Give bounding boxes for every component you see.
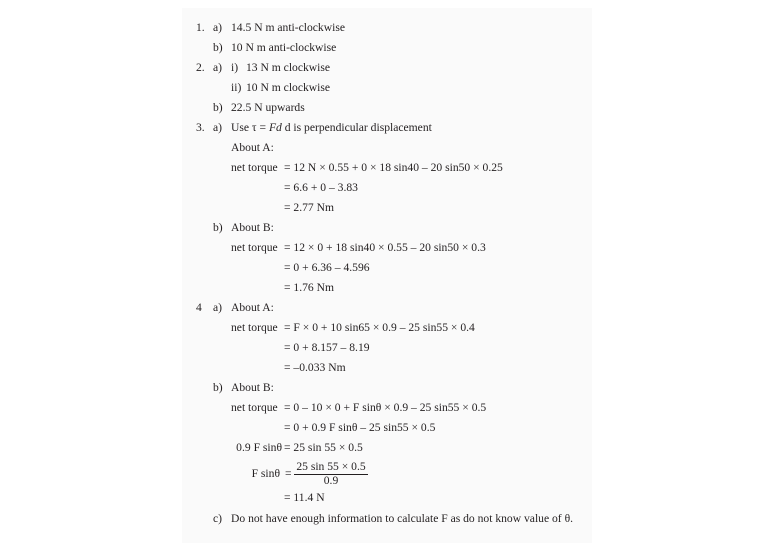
question-4c-label: c) bbox=[213, 512, 223, 525]
question-4a-step-1: = F × 0 + 10 sin65 × 0.9 – 25 sin55 × 0.4 bbox=[284, 321, 475, 334]
question-4a-label: a) bbox=[213, 301, 223, 314]
question-3b-result: = 1.76 Nm bbox=[284, 281, 335, 294]
question-4-number: 4 bbox=[196, 301, 202, 314]
question-4b-step-3-lhs: 0.9 F sinθ bbox=[236, 441, 282, 454]
fraction-numerator: 25 sin 55 × 0.5 bbox=[296, 460, 366, 473]
question-4a-step-2: = 0 + 8.157 – 8.19 bbox=[284, 341, 370, 354]
question-3b-label: b) bbox=[213, 221, 223, 234]
question-1a-answer: 14.5 N m anti-clockwise bbox=[231, 21, 345, 34]
instruction-suffix: d is perpendicular displacement bbox=[281, 121, 432, 134]
question-1-number: 1. bbox=[196, 21, 205, 34]
question-4b-step-3-rhs: = 25 sin 55 × 0.5 bbox=[284, 441, 363, 454]
question-3a-instruction bbox=[231, 121, 432, 135]
question-4b-step-1: = 0 – 10 × 0 + F sinθ × 0.9 – 25 sin55 × 0.5 bbox=[284, 401, 487, 414]
question-3b-about: About B: bbox=[231, 221, 274, 234]
question-4b-label: b) bbox=[213, 381, 223, 394]
instruction-variable: Fd bbox=[268, 121, 282, 134]
question-4b-fraction-equals: = bbox=[285, 467, 292, 480]
instruction-prefix: Use τ = bbox=[231, 121, 269, 134]
question-1a-label: a) bbox=[213, 21, 223, 34]
question-4c-answer: Do not have enough information to calculate F as do not know value of θ. bbox=[231, 512, 574, 525]
question-3a-label: a) bbox=[213, 121, 223, 134]
question-3a-step-2: = 6.6 + 0 – 3.83 bbox=[284, 181, 358, 194]
document-page bbox=[182, 8, 592, 543]
question-2a-ii-answer: 10 N m clockwise bbox=[246, 81, 331, 94]
question-4b-fraction-lhs: F sinθ bbox=[251, 467, 280, 480]
question-4b-about: About B: bbox=[231, 381, 274, 394]
question-4a-lhs: net torque bbox=[231, 321, 278, 334]
question-2a-i-label: i) bbox=[231, 61, 239, 74]
question-2a-i-answer: 13 N m clockwise bbox=[246, 61, 331, 74]
question-1b-label: b) bbox=[213, 41, 223, 54]
question-3a-about: About A: bbox=[231, 141, 274, 154]
question-3b-lhs: net torque bbox=[231, 241, 278, 254]
question-4b-step-2: = 0 + 0.9 F sinθ – 25 sin55 × 0.5 bbox=[284, 421, 436, 434]
question-4a-result: = –0.033 Nm bbox=[284, 361, 346, 374]
question-3a-step-1: = 12 N × 0.55 + 0 × 18 sin40 – 20 sin50 × 0.25 bbox=[284, 161, 503, 174]
question-3a-result: = 2.77 Nm bbox=[284, 201, 335, 214]
question-1b-answer: 10 N m anti-clockwise bbox=[231, 41, 337, 54]
question-2a-ii-label: ii) bbox=[231, 81, 242, 94]
question-2-number: 2. bbox=[196, 61, 205, 74]
question-2a-label: a) bbox=[213, 61, 223, 74]
fraction-denominator: 0.9 bbox=[323, 474, 339, 487]
question-2b-label: b) bbox=[213, 101, 223, 114]
question-4a-about: About A: bbox=[231, 301, 274, 314]
question-4b-lhs: net torque bbox=[231, 401, 278, 414]
question-3a-lhs: net torque bbox=[231, 161, 278, 174]
question-3b-step-1: = 12 × 0 + 18 sin40 × 0.55 – 20 sin50 × 0.3 bbox=[284, 241, 486, 254]
question-4b-result: = 11.4 N bbox=[284, 491, 325, 504]
question-3-number: 3. bbox=[196, 121, 205, 134]
question-3b-step-2: = 0 + 6.36 – 4.596 bbox=[284, 261, 370, 274]
question-2b-answer: 22.5 N upwards bbox=[231, 101, 305, 114]
